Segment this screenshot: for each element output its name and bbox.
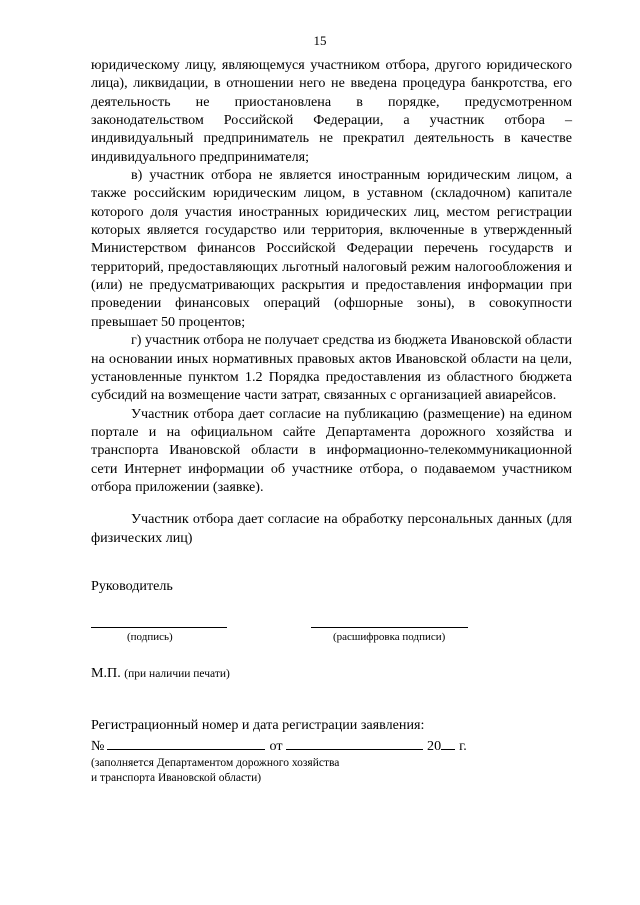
registration-number-field[interactable] bbox=[107, 736, 265, 750]
registration-note-line: (заполняется Департаментом дорожного хозяйства bbox=[91, 757, 340, 769]
paragraph-publication-consent: Участник отбора дает согласие на публикацию (размещение) на едином портале и на официальном сайте Департамента дорожного хозяйства и транспорта Ивановской области в информационно-телекоммуникационной сети Интернет информации об участнике отбора, о подаваемом участником отбора приложении (заявке). bbox=[91, 405, 572, 495]
from-label: от bbox=[269, 738, 283, 754]
year-suffix: г. bbox=[459, 738, 467, 754]
paragraph-continuation: юридическому лицу, являющемуся участником отбора, другого юридического лица), ликвидации, в отношении него не введена процедура банкротства, его деятельность не приостановлена в порядке, предусмотренном законодательством Российской Федерации, а участник отбора – индивидуальный предприниматель не прекратил деятельность в качестве индивидуального предпринимателя; bbox=[91, 57, 572, 165]
signature-line[interactable] bbox=[91, 627, 227, 628]
registration-note bbox=[91, 756, 339, 786]
number-sign: № bbox=[91, 738, 105, 754]
signature-caption: (подпись) bbox=[127, 631, 173, 643]
registration-title: Регистрационный номер и дата регистрации заявления: bbox=[91, 717, 425, 733]
page-number: 15 bbox=[313, 33, 327, 48]
year-prefix: 20 bbox=[427, 738, 442, 754]
stamp-label: М.П. bbox=[91, 665, 121, 681]
stamp-note: (при наличии печати) bbox=[124, 668, 230, 680]
stamp-place bbox=[91, 665, 230, 682]
paragraph-item-v: в) участник отбора не является иностранным юридическим лицом, а также российским юридическим лицом, в уставном (складочном) капитале которого доля участия иностранных юридических лиц, местом регистрации которых является государство или территория, включенные в утвержденный Министерством финансов Российской Федерации перечень государств и территорий, предоставляющих льготный налоговый режим налогообложения и (или) не предусматривающих раскрытия и предоставления информации при проведении финансовых операций (офшорные зоны), в совокупности превышает 50 процентов; bbox=[91, 167, 572, 330]
head-label: Руководитель bbox=[91, 578, 173, 594]
registration-date-field[interactable] bbox=[286, 736, 423, 750]
signature-decoding-line[interactable] bbox=[311, 627, 468, 628]
registration-fields bbox=[91, 736, 467, 755]
registration-note-line: и транспорта Ивановской области) bbox=[91, 772, 262, 784]
paragraph-item-g: г) участник отбора не получает средства из бюджета Ивановской области на основании иных нормативных правовых актов Ивановской области на цели, установленные пунктом 1.2 Порядка предоставления из областного бюджета субсидий на возмещение части затрат, связанных с организацией авиарейсов. bbox=[91, 332, 572, 404]
paragraph-personal-data-consent: Участник отбора дает согласие на обработку персональных данных (для физических лиц) bbox=[91, 511, 572, 546]
document-body bbox=[91, 56, 572, 496]
signature-decoding-caption: (расшифровка подписи) bbox=[333, 631, 446, 643]
registration-year-field[interactable] bbox=[441, 736, 455, 750]
